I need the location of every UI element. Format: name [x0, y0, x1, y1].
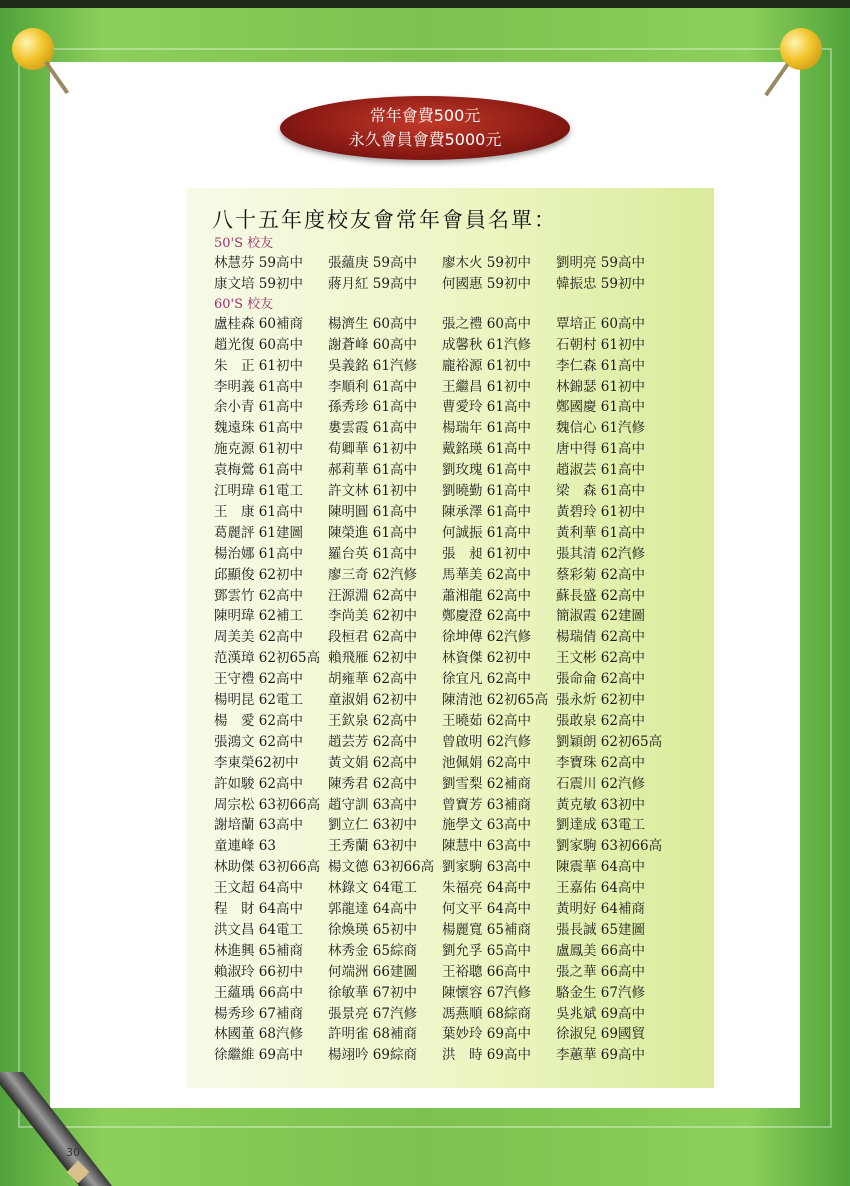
- member-entry: 劉立仁 63初中: [328, 817, 417, 834]
- member-entry: 廖木火 59初中: [442, 255, 531, 271]
- member-entry: 周宗松 63初66高: [214, 796, 321, 813]
- member-entry: 簡淑霞 62建圖: [556, 608, 645, 625]
- member-entry: 楊秀珍 67補商: [214, 1005, 303, 1022]
- member-entry: 陳明瑋 62補工: [214, 608, 303, 625]
- member-entry: 陳明圓 61高中: [328, 503, 417, 520]
- member-row: [214, 730, 684, 750]
- member-row: [214, 521, 684, 541]
- member-entry: 林助傑 63初66高: [214, 859, 321, 876]
- member-entry: 楊治娜 61高中: [214, 545, 303, 562]
- member-entry: 童淑娟 62初中: [328, 692, 417, 708]
- member-entry: 成馨秋 61汽修: [442, 336, 531, 353]
- member-entry: 龐裕源 61初中: [442, 357, 531, 374]
- member-entry: 賴飛雁 62初中: [328, 650, 417, 667]
- member-row: [214, 751, 684, 771]
- member-entry: 林錦瑟 61初中: [556, 378, 645, 395]
- member-entry: 林國董 68汽修: [214, 1026, 303, 1043]
- member-entry: 張鴻文 62高中: [214, 733, 303, 750]
- member-entry: 謝培蘭 63高中: [214, 817, 303, 834]
- member-row: [214, 312, 684, 332]
- member-entry: 陳承澤 61高中: [442, 503, 531, 520]
- member-row: [214, 834, 684, 854]
- member-entry: 李寶珠 62高中: [556, 754, 645, 771]
- member-entry: 王秀蘭 63初中: [328, 838, 417, 855]
- member-row: [214, 772, 684, 792]
- member-entry: 施克源 61初中: [214, 441, 303, 458]
- member-entry: 陳慧中 63高中: [442, 838, 531, 855]
- member-entry: 謝蒼峰 60高中: [328, 336, 417, 353]
- member-entry: 郭龍達 64高中: [328, 901, 417, 917]
- member-entry: 李尚美 62初中: [328, 608, 417, 625]
- member-entry: 駱金生 67汽修: [556, 984, 645, 1001]
- member-entry: 王繼昌 61初中: [442, 378, 531, 395]
- member-entry: 洪文昌 64電工: [214, 921, 303, 938]
- member-row: [214, 500, 684, 520]
- member-entry: 劉穎朗 62初65高: [556, 733, 663, 750]
- member-entry: 王蘊瑀 66高中: [214, 984, 303, 1001]
- member-entry: 林資傑 62初中: [442, 650, 531, 667]
- member-row: [214, 981, 684, 1001]
- decade-label: 50'S 校友: [214, 236, 274, 251]
- member-entry: 朱 正 61初中: [214, 357, 303, 374]
- pushpin-left-icon: [4, 18, 64, 98]
- member-entry: 魏信心 61汽修: [556, 420, 645, 437]
- member-entry: 徐坤傳 62汽修: [442, 629, 531, 646]
- member-entry: 張永炘 62初中: [556, 692, 645, 708]
- member-entry: 劉達成 63電工: [556, 817, 645, 834]
- member-entry: 王裕聰 66高中: [442, 963, 531, 980]
- member-entry: 楊文德 63初66高: [328, 859, 435, 876]
- member-entry: 陳震華 64高中: [556, 859, 645, 876]
- member-entry: 楊麗寬 65補商: [442, 921, 531, 938]
- member-row: [214, 584, 684, 604]
- member-row: [214, 960, 684, 980]
- member-row: [214, 625, 684, 645]
- decade-label: 60'S 校友: [214, 296, 274, 312]
- top-bar: [0, 0, 850, 8]
- member-entry: 張之華 66高中: [556, 963, 645, 980]
- member-entry: 王文彬 62高中: [556, 650, 645, 667]
- member-entry: 賴淑玲 66初中: [214, 963, 303, 980]
- member-entry: 張景亮 67汽修: [328, 1005, 417, 1022]
- member-row: [214, 542, 684, 562]
- member-entry: 何誠振 61高中: [442, 524, 531, 541]
- member-entry: 程 財 64高中: [214, 901, 303, 917]
- member-entry: 曾寶芳 63補商: [442, 796, 531, 813]
- member-row: [214, 793, 684, 813]
- member-entry: 李明義 61高中: [214, 378, 303, 395]
- member-row: [214, 416, 684, 436]
- member-row: [214, 1043, 684, 1063]
- member-entry: 童連峰 63: [214, 838, 276, 855]
- member-entry: 劉雪梨 62補商: [442, 775, 531, 792]
- member-entry: 趙淑芸 61高中: [556, 462, 645, 479]
- member-entry: 葉妙玲 69高中: [442, 1026, 531, 1043]
- member-entry: 劉家駒 63初66高: [556, 838, 663, 855]
- member-row: [214, 939, 684, 959]
- member-entry: 徐宜凡 62高中: [442, 671, 531, 688]
- member-row: [214, 251, 684, 271]
- member-row: [214, 437, 684, 457]
- member-entry: 孫秀珍 61高中: [328, 399, 417, 416]
- member-entry: 林進興 65補商: [214, 942, 303, 959]
- fee-line-permanent: 永久會員會費5000元: [348, 130, 502, 149]
- member-entry: 王曉茹 62高中: [442, 712, 531, 729]
- member-entry: 趙光復 60高中: [214, 336, 303, 353]
- member-row: [214, 688, 684, 708]
- member-entry: 魏遠珠 61高中: [214, 420, 303, 437]
- member-entry: 康文培 59初中: [214, 275, 303, 292]
- member-entry: 陳懷容 67汽修: [442, 984, 531, 1001]
- member-entry: 何文平 64高中: [442, 901, 531, 917]
- member-entry: 蔣月紅 59高中: [328, 275, 417, 292]
- member-entry: 林慧芬 59高中: [214, 255, 303, 271]
- member-entry: 覃培正 60高中: [556, 315, 645, 332]
- member-entry: 李蕙華 69高中: [556, 1047, 645, 1064]
- member-entry: 施學文 63高中: [442, 817, 531, 834]
- member-row: [214, 855, 684, 875]
- member-row: [214, 604, 684, 624]
- member-row: [214, 1022, 684, 1042]
- member-entry: 黃明好 64補商: [556, 901, 645, 917]
- member-entry: 劉曉勤 61高中: [442, 483, 531, 499]
- member-entry: 王欽泉 62高中: [328, 712, 417, 729]
- member-entry: 楊瑞倩 62高中: [556, 629, 645, 646]
- member-entry: 張命侖 62高中: [556, 671, 645, 688]
- member-row: [214, 395, 684, 415]
- member-entry: 池佩娟 62高中: [442, 754, 531, 771]
- member-entry: 劉家駒 63高中: [442, 859, 531, 876]
- member-entry: 范漢璋 62初65高: [214, 650, 321, 667]
- member-row: [214, 354, 684, 374]
- member-entry: 段桓君 62高中: [328, 629, 417, 646]
- member-row: [214, 667, 684, 687]
- member-entry: 江明瑋 61電工: [214, 483, 303, 499]
- member-entry: 黃碧玲 61初中: [556, 503, 645, 520]
- member-entry: 邱顯俊 62初中: [214, 566, 303, 583]
- member-entry: 林秀金 65綜商: [328, 942, 417, 959]
- member-entry: 汪源淵 62高中: [328, 587, 417, 604]
- member-entry: 張其清 62汽修: [556, 545, 645, 562]
- member-entry: 唐中得 61高中: [556, 441, 645, 458]
- member-entry: 趙芸芳 62高中: [328, 733, 417, 750]
- member-entry: 馬華美 62高中: [442, 566, 531, 583]
- member-entry: 王文超 64高中: [214, 880, 303, 897]
- member-row: [214, 918, 684, 938]
- member-entry: 徐敏華 67初中: [328, 984, 417, 1001]
- member-entry: 蘇長盛 62高中: [556, 587, 645, 604]
- member-entry: 石震川 62汽修: [556, 775, 645, 792]
- member-entry: 曹愛玲 61高中: [442, 399, 531, 416]
- member-entry: 梁 森 61高中: [556, 483, 645, 499]
- fee-line-annual: 常年會費500元: [369, 106, 481, 125]
- member-entry: 鄭慶澄 62高中: [442, 608, 531, 625]
- member-entry: 王嘉佑 64高中: [556, 880, 645, 897]
- member-entry: 胡雍華 62高中: [328, 671, 417, 688]
- member-row: [214, 333, 684, 353]
- member-entry: 戴銘瑛 61高中: [442, 441, 531, 458]
- member-row: [214, 646, 684, 666]
- member-entry: 徐煥瑛 65初中: [328, 921, 417, 938]
- member-entry: 許文林 61初中: [328, 483, 417, 499]
- member-entry: 張之禮 60高中: [442, 315, 531, 332]
- page-title: 八十五年度校友會常年會員名單：: [212, 208, 557, 232]
- member-entry: 馮燕順 68綜商: [442, 1005, 531, 1022]
- member-entry: 劉允孚 65高中: [442, 942, 531, 959]
- member-entry: 李仁森 61高中: [556, 357, 645, 374]
- member-row: [214, 813, 684, 833]
- member-entry: 黃文娟 62高中: [328, 754, 417, 771]
- member-row: [214, 272, 684, 292]
- member-entry: 林錄文 64電工: [328, 880, 417, 897]
- member-row: [214, 1002, 684, 1022]
- pen-icon: [0, 1072, 120, 1186]
- member-entry: 石朝村 61初中: [556, 336, 645, 353]
- member-entry: 余小青 61高中: [214, 399, 303, 416]
- member-entry: 郝莉華 61高中: [328, 462, 417, 479]
- member-entry: 盧桂森 60補商: [214, 315, 303, 332]
- member-entry: 王守禮 62高中: [214, 671, 303, 688]
- member-row: [214, 709, 684, 729]
- member-entry: 徐淑兒 69國貿: [556, 1026, 645, 1043]
- page-number: 30: [66, 1146, 80, 1159]
- member-entry: 楊明昆 62電工: [214, 692, 303, 708]
- member-entry: 徐繼維 69高中: [214, 1047, 303, 1064]
- member-entry: 陳清池 62初65高: [442, 692, 549, 708]
- pushpin-right-icon: [772, 18, 832, 98]
- member-entry: 羅台英 61高中: [328, 545, 417, 562]
- member-entry: 韓振忠 59初中: [556, 275, 645, 292]
- member-entry: 王 康 61高中: [214, 503, 303, 520]
- member-entry: 劉玫瑰 61高中: [442, 462, 531, 479]
- member-entry: 李東榮62初中: [214, 754, 299, 771]
- member-entry: 袁梅鶯 61高中: [214, 462, 303, 479]
- member-row: [214, 563, 684, 583]
- member-entry: 何端洲 66建圖: [328, 963, 417, 980]
- member-entry: 張長誠 65建圖: [556, 921, 645, 938]
- member-entry: 楊 愛 62高中: [214, 712, 303, 729]
- member-entry: 洪 時 69高中: [442, 1047, 531, 1064]
- member-row: [214, 876, 684, 896]
- member-entry: 楊濟生 60高中: [328, 315, 417, 332]
- member-entry: 楊瑞年 61高中: [442, 420, 531, 437]
- member-entry: 李順利 61高中: [328, 378, 417, 395]
- member-entry: 盧鳳美 66高中: [556, 942, 645, 959]
- member-entry: 張 昶 61初中: [442, 545, 531, 562]
- member-entry: 楊翊吟 69綜商: [328, 1047, 417, 1064]
- member-entry: 婁雲霞 61高中: [328, 420, 417, 437]
- member-entry: 鄭國慶 61高中: [556, 399, 645, 416]
- member-entry: 趙守訓 63高中: [328, 796, 417, 813]
- member-entry: 劉明亮 59高中: [556, 255, 645, 271]
- member-row: [214, 458, 684, 478]
- member-entry: 許如駿 62高中: [214, 775, 303, 792]
- member-entry: 吳兆斌 69高中: [556, 1005, 645, 1022]
- member-entry: 曾啟明 62汽修: [442, 733, 531, 750]
- member-row: [214, 479, 684, 499]
- member-entry: 陳秀君 62高中: [328, 775, 417, 792]
- member-entry: 張敢泉 62高中: [556, 712, 645, 729]
- member-entry: 葛麗評 61建圖: [214, 524, 303, 541]
- fee-banner: [280, 96, 570, 160]
- member-entry: 鄧雲竹 62高中: [214, 587, 303, 604]
- member-entry: 廖三奇 62汽修: [328, 566, 417, 583]
- member-entry: 蔡彩菊 62高中: [556, 566, 645, 583]
- member-entry: 荀卿華 61初中: [328, 441, 417, 458]
- member-entry: 朱福亮 64高中: [442, 880, 531, 897]
- member-entry: 黃克敏 63初中: [556, 796, 645, 813]
- member-entry: 何國惠 59初中: [442, 275, 531, 292]
- member-entry: 吳義銘 61汽修: [328, 357, 417, 374]
- member-row: [214, 375, 684, 395]
- member-entry: 蕭湘龍 62高中: [442, 587, 531, 604]
- member-entry: 張蘊庚 59高中: [328, 255, 417, 271]
- member-entry: 許明雀 68補商: [328, 1026, 417, 1043]
- member-row: [214, 897, 684, 917]
- member-entry: 陳榮進 61高中: [328, 524, 417, 541]
- member-entry: 黃利華 61高中: [556, 524, 645, 541]
- member-entry: 周美美 62高中: [214, 629, 303, 646]
